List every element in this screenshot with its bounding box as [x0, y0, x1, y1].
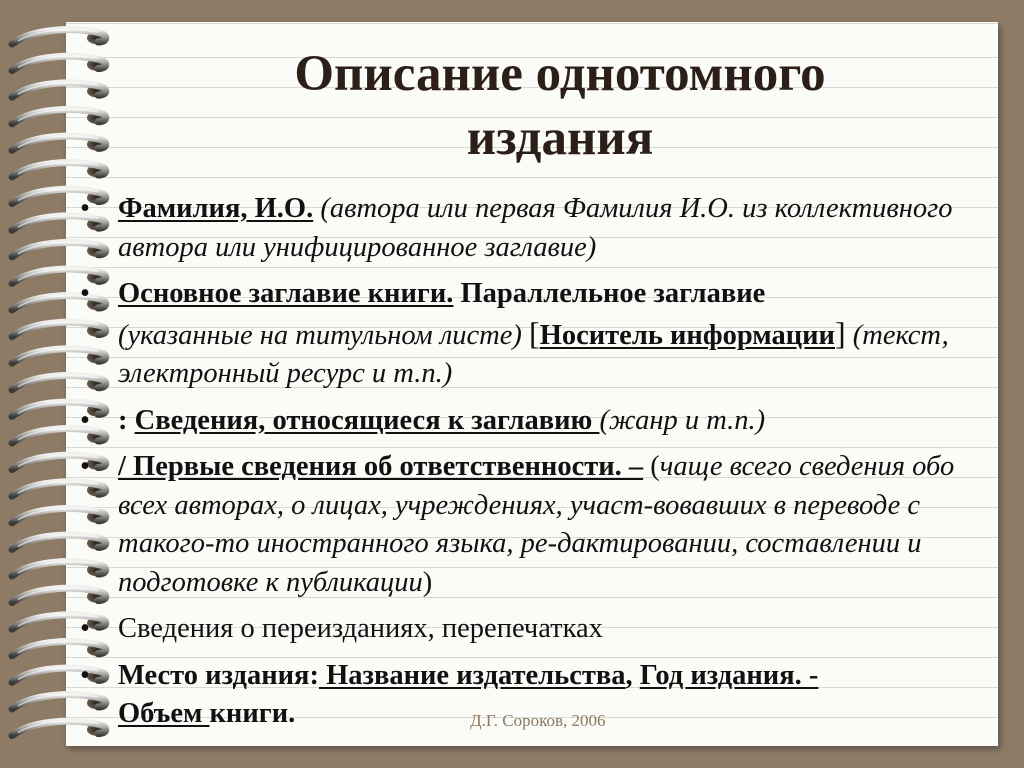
spiral-coil	[12, 30, 106, 44]
author-name-label: Фамилия, И.О.	[118, 193, 314, 224]
bullet-marker: •	[80, 404, 90, 436]
bullet-marker: •	[80, 278, 90, 309]
bullet-marker: •	[80, 193, 90, 224]
close-bracket: ]	[834, 314, 846, 351]
colon-separator: :	[118, 404, 135, 436]
main-title-label: Основное заглавие книги.	[118, 278, 454, 309]
bullet-list	[80, 190, 980, 742]
place-label: Место издания:	[118, 659, 319, 691]
extent-label: Объем	[118, 698, 210, 729]
spiral-coil	[12, 56, 106, 70]
parallel-title-label: Параллельное заглавие	[453, 278, 766, 309]
spiral-coil	[12, 83, 106, 97]
title-line-1: Описание однотомного	[294, 46, 826, 102]
open-bracket: [	[529, 314, 540, 351]
publisher-label: Название издательства	[318, 659, 626, 691]
author-note: (автора или первая Фамилия И.О. из коллективного автора или унифицированное заглавие)	[118, 193, 953, 263]
list-item-title	[80, 275, 980, 394]
title-line-2: издания	[466, 110, 654, 166]
media-type-note: (текст, электронный ресурс и т.п.)	[118, 319, 949, 389]
list-item-author	[80, 190, 980, 267]
open-paren: (	[643, 451, 660, 482]
list-item-edition	[80, 610, 980, 649]
media-type-label: Носитель информации	[539, 319, 835, 351]
list-item-other-title-info	[80, 402, 980, 441]
bullet-marker: •	[80, 451, 90, 482]
spiral-coil	[12, 163, 106, 177]
slide-title	[110, 42, 1010, 170]
list-item-responsibility	[80, 448, 980, 602]
comma-separator: ,	[625, 659, 640, 691]
edition-label: Сведения о переизданиях, перепечатках	[118, 613, 603, 644]
year-label: Год издания. -	[639, 659, 819, 691]
responsibility-note: чаще всего сведения обо всех авторах, о лицах, учреждениях, участ-вовавших в переводе с такого-то иностранного языка, ре-дактировании, составлении и подготовке к публикации	[118, 451, 955, 598]
title-info-note: (жанр и т.п.)	[599, 404, 766, 436]
spiral-coil	[12, 136, 106, 150]
close-paren: )	[422, 566, 433, 598]
book-label: книги.	[209, 698, 296, 729]
bullet-marker: •	[80, 613, 90, 644]
title-info-label: Сведения, относящиеся к заглавию	[134, 404, 600, 436]
footer-author: Д.Г. Сороков, 2006	[470, 711, 606, 730]
title-page-note: (указанные на титульном листе)	[118, 319, 530, 351]
responsibility-label: / Первые сведения об ответственности. –	[118, 451, 644, 482]
bullet-marker: •	[80, 659, 90, 691]
spiral-coil	[12, 109, 106, 123]
